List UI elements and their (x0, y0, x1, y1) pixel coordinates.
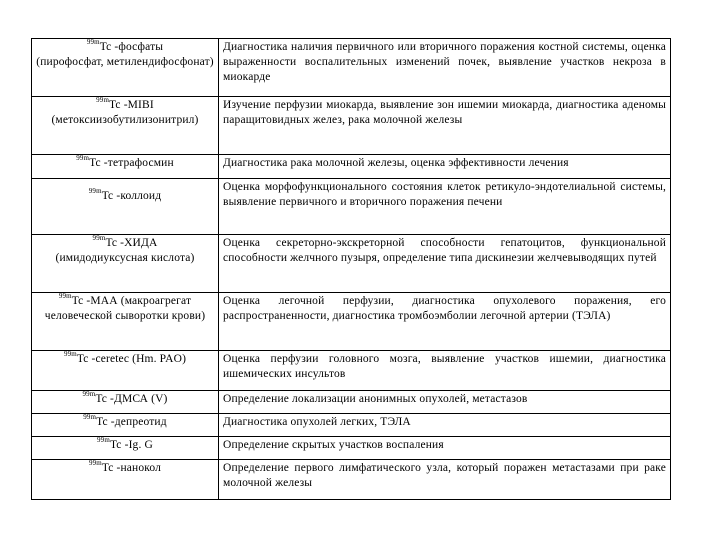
table-row (32, 235, 671, 293)
agent-cell (32, 437, 219, 460)
agent-detail: человеческой сыворотки крови) (44, 310, 206, 322)
usage-cell: Диагностика рака молочной железы, оценка эффективности лечения (219, 155, 671, 179)
agent-name: Tc -ДМСА (V) (95, 393, 168, 405)
agent-name: Tc -коллоид (101, 190, 162, 202)
agent-cell (32, 97, 219, 155)
isotope-mass: 99m (63, 350, 77, 359)
agent-cell (32, 293, 219, 351)
isotope-mass: 99m (88, 187, 102, 196)
agent-name: Tc -ceretec (Hm. PAO) (76, 353, 187, 365)
isotope-mass: 99m (76, 154, 90, 163)
agent-name: Tc -ХИДА (105, 237, 158, 249)
usage-cell: Оценка перфузии головного мозга, выявление участков ишемии, диагностика ишемических инсультов (219, 351, 671, 391)
table-row (32, 97, 671, 155)
usage-cell: Оценка секреторно-экскреторной способности гепатоцитов, функциональной способности желчного пузыря, определение типа дискинезии желчевыводящих путей (219, 235, 671, 293)
usage-cell: Диагностика наличия первичного или вторичного поражения костной системы, оценка выраженности воспалительных изменений почек, выявление участков некроза в миокарде (219, 39, 671, 97)
usage-cell: Оценка морфофункционального состояния клеток ретикуло-эндотелиальной системы, выявление первичного и вторичного поражения печени (219, 179, 671, 235)
isotope-mass: 99m (96, 96, 110, 105)
isotope-mass: 99m (88, 459, 102, 468)
agent-name: Tc -тетрафосмин (89, 157, 174, 169)
agent-detail: (пирофосфат, метилендифосфонат) (36, 56, 214, 68)
isotope-mass: 99m (58, 292, 72, 301)
agent-name: Tc -нанокол (101, 462, 162, 474)
isotope-mass: 99m (83, 413, 97, 422)
usage-cell: Оценка легочной перфузии, диагностика опухолевого поражения, его распространенности, диагностика тромбоэмболии легочной артерии (ТЭЛА) (219, 293, 671, 351)
agent-cell (32, 391, 219, 414)
table-row (32, 437, 671, 460)
isotope-mass: 99m (97, 436, 110, 445)
agent-cell (32, 460, 219, 500)
agent-cell (32, 179, 219, 235)
table-row (32, 179, 671, 235)
agent-cell (32, 414, 219, 437)
agent-cell (32, 235, 219, 293)
radiopharmaceutical-table (31, 38, 671, 500)
agent-cell (32, 39, 219, 97)
agent-name: Tc -МАА (макроагрегат (71, 295, 192, 307)
agent-detail: (метоксиизобутилизонитрил) (51, 114, 199, 126)
table-row (32, 391, 671, 414)
table-row (32, 351, 671, 391)
agent-name: Tc -MIBI (109, 99, 154, 111)
table-row (32, 39, 671, 97)
usage-cell: Диагностика опухолей легких, ТЭЛА (219, 414, 671, 437)
agent-name: Tc -депреотид (96, 416, 167, 428)
table-row (32, 414, 671, 437)
usage-cell: Изучение перфузии миокарда, выявление зон ишемии миокарда, диагностика аденомы паращитовидных желез, рака молочной железы (219, 97, 671, 155)
table-body (32, 39, 671, 500)
agent-detail: (имидодиуксусная кислота) (55, 252, 195, 264)
isotope-mass: 99m (82, 390, 96, 399)
isotope-mass: 99m (86, 38, 100, 47)
agent-cell (32, 155, 219, 179)
agent-cell (32, 351, 219, 391)
agent-name: Tc -Ig. G (109, 439, 153, 451)
table-row (32, 293, 671, 351)
isotope-mass: 99m (92, 234, 106, 243)
usage-cell: Определение первого лимфатического узла, который поражен метастазами при раке молочной железы (219, 460, 671, 500)
table-row (32, 155, 671, 179)
table-row (32, 460, 671, 500)
usage-cell: Определение локализации анонимных опухолей, метастазов (219, 391, 671, 414)
usage-cell: Определение скрытых участков воспаления (219, 437, 671, 460)
agent-name: Tc -фосфаты (99, 41, 164, 53)
